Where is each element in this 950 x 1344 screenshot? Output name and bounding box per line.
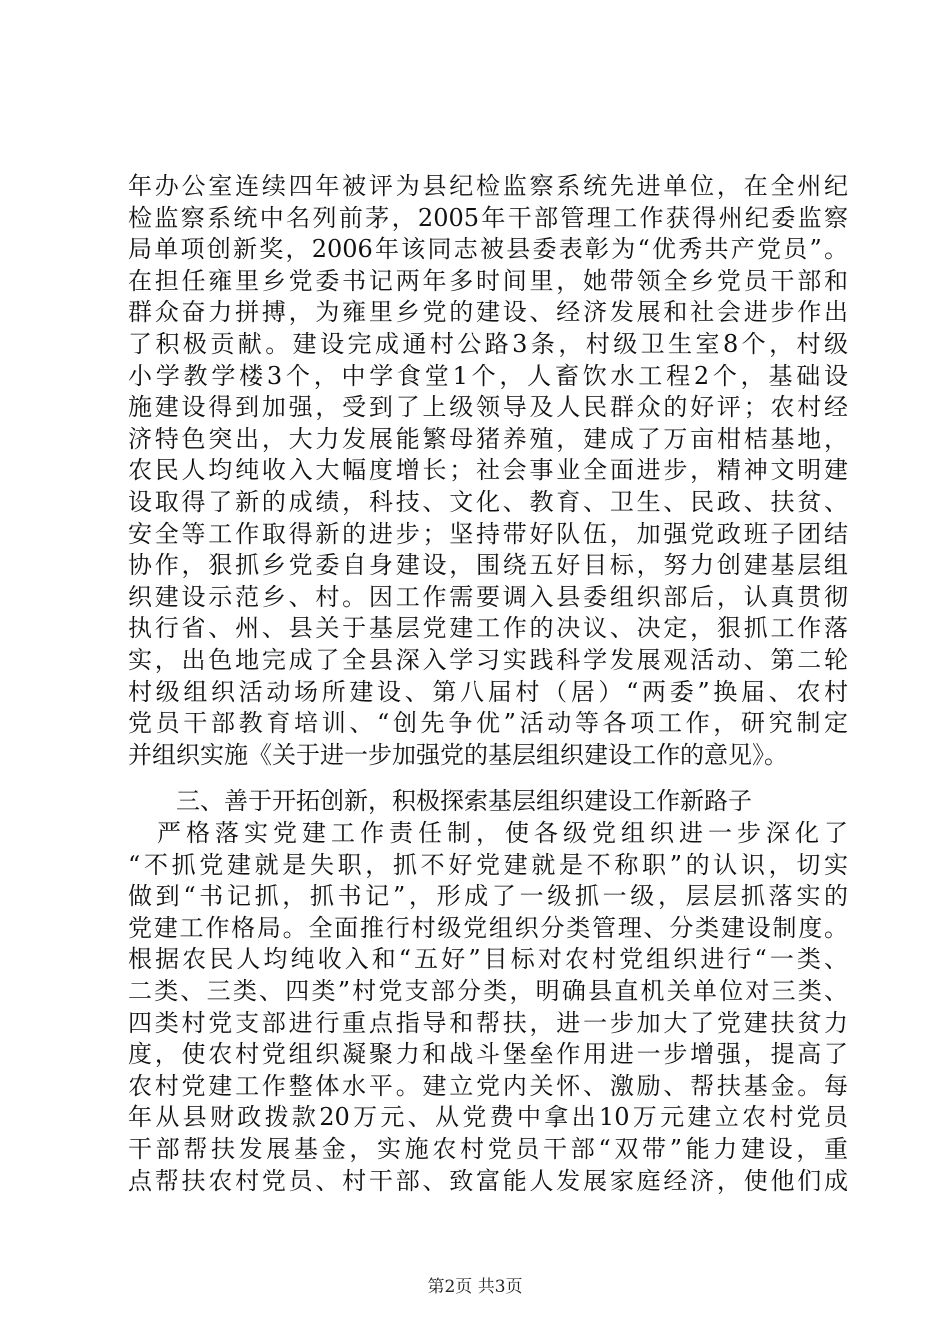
text-line: “不抓党建就是失职，抓不好党建就是不称职”的认识，切实 bbox=[128, 850, 848, 879]
text-line: 施建设得到加强，受到了上级领导及人民群众的好评；农村经 bbox=[128, 393, 848, 422]
text-line: 农村党建工作整体水平。建立党内关怀、激励、帮扶基金。每 bbox=[128, 1071, 848, 1100]
text-line: 群众奋力拼搏，为雍里乡党的建设、经济发展和社会进步作出 bbox=[128, 298, 848, 327]
text-line: 执行省、州、县关于基层党建工作的决议、决定，狠抓工作落 bbox=[128, 614, 848, 643]
text-line: 度，使农村党组织凝聚力和战斗堡垒作用进一步增强，提高了 bbox=[128, 1040, 848, 1069]
text-line: 根据农民人均纯收入和“五好”目标对农村党组织进行“一类、 bbox=[128, 945, 848, 974]
text-line: 济特色突出，大力发展能繁母猪养殖，建成了万亩柑桔基地， bbox=[128, 424, 848, 453]
text-line: 实，出色地完成了全县深入学习实践科学发展观活动、第二轮 bbox=[128, 645, 848, 674]
text-line: 协作，狠抓乡党委自身建设，围绕五好目标，努力创建基层组 bbox=[128, 551, 848, 580]
text-line: 安全等工作取得新的进步；坚持带好队伍，加强党政班子团结 bbox=[128, 519, 848, 548]
text-line: 严格落实党建工作责任制，使各级党组织进一步深化了 bbox=[128, 819, 848, 847]
text-line: 在担任雍里乡党委书记两年多时间里，她带领全乡党员干部和 bbox=[128, 266, 848, 295]
text-line: 干部帮扶发展基金，实施农村党员干部“双带”能力建设，重 bbox=[128, 1134, 848, 1163]
text-line: 二类、三类、四类”村党支部分类，明确县直机关单位对三类、 bbox=[128, 976, 848, 1005]
text-line: 做到“书记抓，抓书记”，形成了一级抓一级，层层抓落实的 bbox=[128, 882, 848, 911]
text-line: 党员干部教育培训、“创先争优”活动等各项工作，研究制定 bbox=[128, 709, 848, 738]
text-line: 年办公室连续四年被评为县纪检监察系统先进单位，在全州纪 bbox=[128, 172, 848, 200]
text-line: 年从县财政拨款20万元、从党费中拿出10万元建立农村党员 bbox=[128, 1103, 848, 1132]
page-number-footer: 第2页 共3页 bbox=[427, 1277, 523, 1297]
text-line: 农民人均纯收入大幅度增长；社会事业全面进步，精神文明建 bbox=[128, 456, 848, 485]
text-line: 并组织实施《关于进一步加强党的基层组织建设工作的意见》。 bbox=[128, 740, 788, 769]
paragraph-responsibility bbox=[128, 818, 848, 1197]
text-line: 点帮扶农村党员、村干部、致富能人发展家庭经济，使他们成 bbox=[128, 1166, 848, 1195]
text-line: 设取得了新的成绩，科技、文化、教育、卫生、民政、扶贫、 bbox=[128, 487, 848, 516]
text-line: 了积极贡献。建设完成通村公路3条，村级卫生室8个，村级 bbox=[128, 329, 848, 358]
text-line: 小学教学楼3个，中学食堂1个，人畜饮水工程2个，基础设 bbox=[128, 361, 848, 390]
paragraph-achievements bbox=[128, 171, 848, 771]
text-line: 织建设示范乡、村。因工作需要调入县委组织部后，认真贯彻 bbox=[128, 582, 848, 611]
text-line: 党建工作格局。全面推行村级党组织分类管理、分类建设制度。 bbox=[128, 913, 848, 942]
section-heading: 三、善于开拓创新，积极探索基层组织建设工作新路子 bbox=[176, 787, 752, 815]
text-line: 局单项创新奖，2006年该同志被县委表彰为“优秀共产党员”。 bbox=[128, 235, 848, 264]
text-line: 检监察系统中名列前茅，2005年干部管理工作获得州纪委监察 bbox=[128, 203, 848, 232]
text-line: 村级组织活动场所建设、第八届村（居）“两委”换届、农村 bbox=[128, 677, 848, 706]
text-line: 四类村党支部进行重点指导和帮扶，进一步加大了党建扶贫力 bbox=[128, 1008, 848, 1037]
